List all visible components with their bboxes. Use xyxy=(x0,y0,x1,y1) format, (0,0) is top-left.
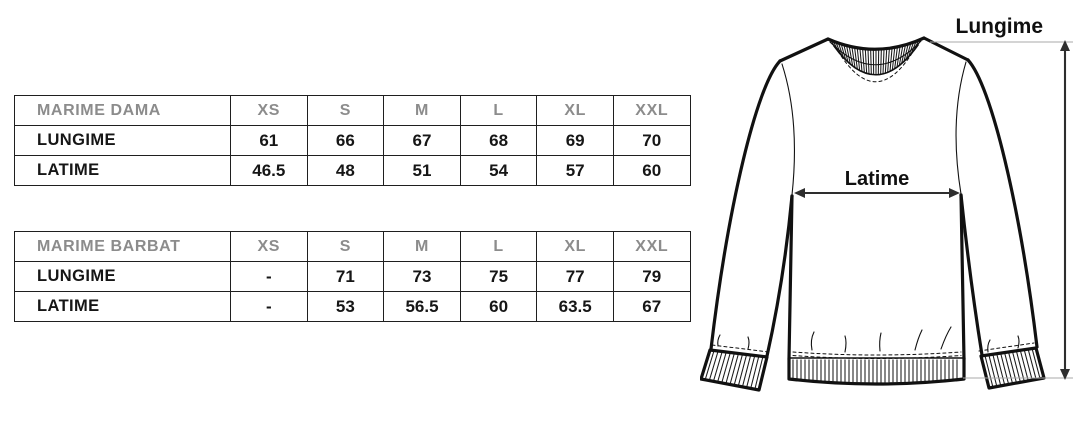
men-size-table xyxy=(14,231,691,322)
rib-line xyxy=(734,354,742,385)
size-col-header-m: M xyxy=(384,96,461,126)
measure-value: 57 xyxy=(537,156,614,186)
size-col-header-xs: XS xyxy=(231,96,308,126)
rib-line xyxy=(742,355,750,387)
rib-line xyxy=(885,50,886,74)
table-header-row xyxy=(15,232,691,262)
rib-line xyxy=(883,50,884,74)
measure-value: 63.5 xyxy=(537,292,614,322)
measure-row-label: LUNGIME xyxy=(15,126,231,156)
size-col-header-xs: XS xyxy=(231,232,308,262)
sweater-right-cuff-icon xyxy=(979,336,1044,388)
measure-value: 61 xyxy=(231,126,308,156)
measure-value: 54 xyxy=(460,156,537,186)
measure-value: 79 xyxy=(613,262,690,292)
rib-line xyxy=(1024,350,1032,380)
rib-line xyxy=(863,49,865,72)
measure-value: 51 xyxy=(384,156,461,186)
rib-line xyxy=(1016,351,1024,382)
arrow-right-icon xyxy=(949,188,960,198)
rib-line xyxy=(1028,349,1036,379)
measure-value: 70 xyxy=(613,126,690,156)
size-col-header-m: M xyxy=(384,232,461,262)
width-label: Latime xyxy=(844,168,910,190)
measure-value: 46.5 xyxy=(231,156,308,186)
table-name-header: MARIME BARBAT xyxy=(15,232,231,262)
rib-line xyxy=(738,355,746,387)
measure-value: 73 xyxy=(384,262,461,292)
rib-line xyxy=(881,50,882,74)
rib-line xyxy=(1001,353,1009,384)
rib-line xyxy=(989,355,997,387)
women-size-table xyxy=(14,95,691,186)
measure-value: 60 xyxy=(613,156,690,186)
table-row-width xyxy=(15,292,691,322)
length-label: Lungime xyxy=(955,15,1043,38)
table-row-length xyxy=(15,126,691,156)
measure-value: 53 xyxy=(307,292,384,322)
rib-line xyxy=(892,48,894,70)
size-col-header-l: L xyxy=(460,96,537,126)
rib-line xyxy=(751,356,759,388)
rib-line xyxy=(857,49,859,71)
measure-value: 77 xyxy=(537,262,614,292)
measure-value: 67 xyxy=(613,292,690,322)
sweater-outline-icon xyxy=(711,38,1037,359)
rib-line xyxy=(1005,353,1013,384)
length-dimension xyxy=(930,15,1073,380)
measure-value: 68 xyxy=(460,126,537,156)
sweater-measurement-diagram xyxy=(700,0,1080,422)
size-col-header-xl: XL xyxy=(537,96,614,126)
measure-value: - xyxy=(231,262,308,292)
rib-line xyxy=(722,353,731,383)
rib-line xyxy=(747,356,755,388)
table-name-header: MARIME DAMA xyxy=(15,96,231,126)
rib-line xyxy=(890,49,892,72)
size-col-header-xl: XL xyxy=(537,232,614,262)
size-col-header-s: S xyxy=(307,232,384,262)
arrow-left-icon xyxy=(794,188,805,198)
rib-line xyxy=(888,49,890,72)
measure-value: 69 xyxy=(537,126,614,156)
rib-line xyxy=(993,354,1001,386)
measure-value: 71 xyxy=(307,262,384,292)
rib-line xyxy=(718,352,727,382)
rib-line xyxy=(871,50,872,74)
measure-value: 66 xyxy=(307,126,384,156)
size-col-header-l: L xyxy=(460,232,537,262)
sweater-collar-icon xyxy=(828,38,924,82)
rib-line xyxy=(868,50,869,74)
table-row-length xyxy=(15,262,691,292)
sweater-hem-icon xyxy=(789,327,964,384)
table-header-row xyxy=(15,96,691,126)
measure-value: 60 xyxy=(460,292,537,322)
measure-value: 56.5 xyxy=(384,292,461,322)
table-row-width xyxy=(15,156,691,186)
measure-row-label: LATIME xyxy=(15,292,231,322)
rib-line xyxy=(865,50,866,74)
measure-value: - xyxy=(231,292,308,322)
rib-line xyxy=(997,354,1005,385)
size-col-header-xxl: XXL xyxy=(613,96,690,126)
rib-line xyxy=(709,351,718,381)
measure-value: 67 xyxy=(384,126,461,156)
size-col-header-xxl: XXL xyxy=(613,232,690,262)
rib-line xyxy=(860,49,862,72)
measure-row-label: LUNGIME xyxy=(15,262,231,292)
rib-line xyxy=(1020,350,1028,381)
size-col-header-s: S xyxy=(307,96,384,126)
measure-value: 75 xyxy=(460,262,537,292)
rib-line xyxy=(713,352,722,382)
measure-row-label: LATIME xyxy=(15,156,231,186)
rib-line xyxy=(726,353,735,384)
measure-value: 48 xyxy=(307,156,384,186)
rib-line xyxy=(730,354,739,385)
width-dimension xyxy=(794,168,960,198)
